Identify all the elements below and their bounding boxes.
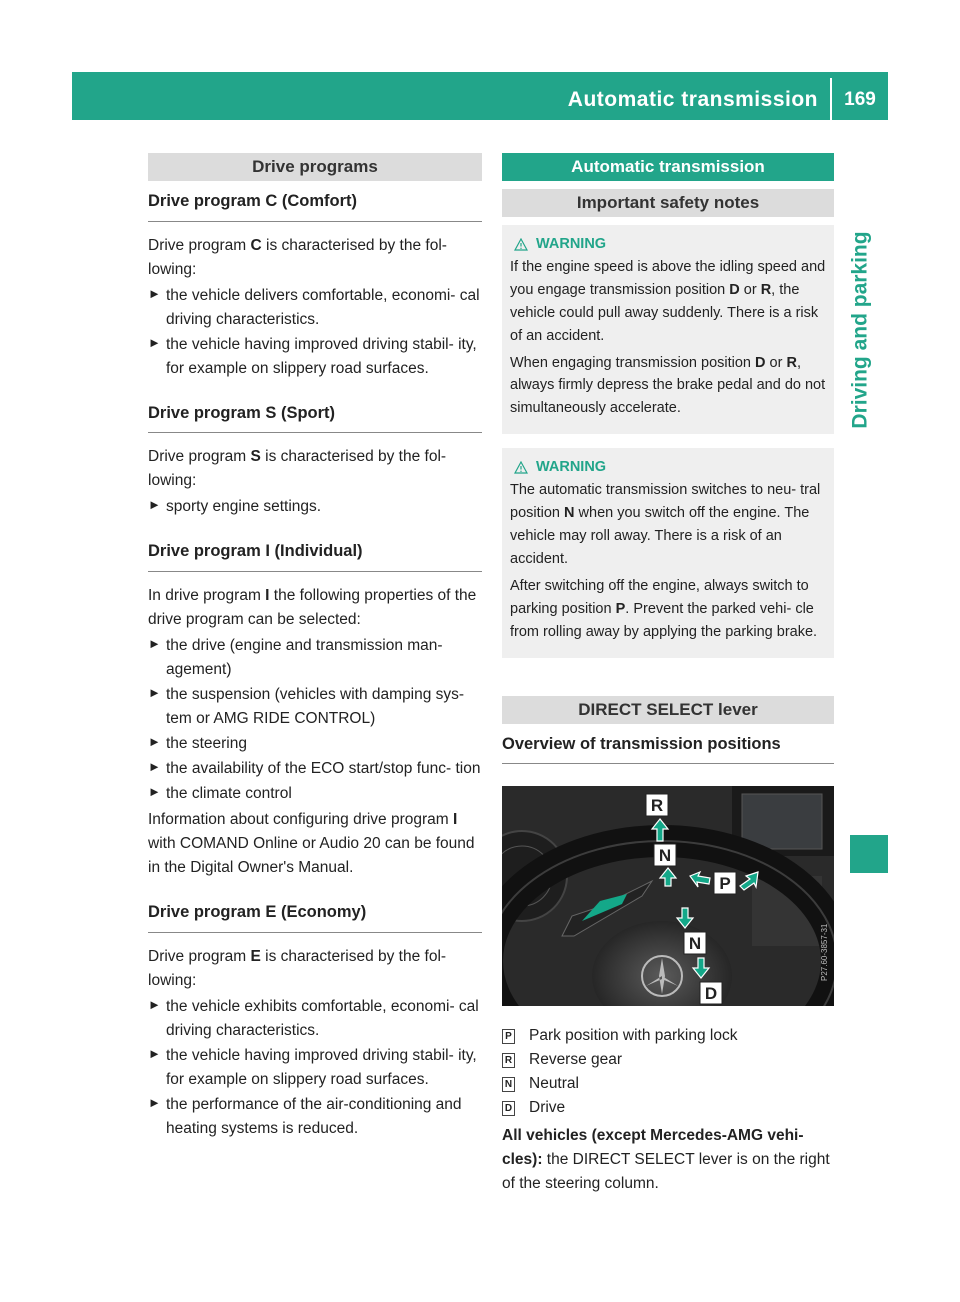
neutral-glyph-icon: N [502,1077,515,1092]
subsection-title-lever: DIRECT SELECT lever [502,696,834,724]
header-title: Automatic transmission [567,88,818,111]
section-title-drive-programs: Drive programs [148,153,482,181]
left-column [148,153,482,1143]
bullet-icon: ► [148,996,161,1012]
paragraph: All vehicles (except Mercedes-AMG vehi- cles): the DIRECT SELECT lever is on the right of the steering column. [502,1127,830,1193]
section-title-automatic-transmission: Automatic transmission [502,153,834,181]
warning-triangle-icon [514,461,528,474]
warning-text: When engaging transmission position D or R, always firmly depress the brake pedal and do not simultaneously accelerate. [510,354,826,417]
subsection-title-safety: Important safety notes [502,189,834,217]
warning-text: If the engine speed is above the idling speed and you engage transmission position D or R, the vehicle could pull away suddenly. There is a risk of an accident. [510,258,826,344]
svg-text:N: N [688,934,702,954]
paragraph: Drive program C is characterised by the fol- lowing: [148,236,447,278]
warning-box [502,448,834,657]
warning-text: The automatic transmission switches to neu- tral position N when you switch off the engine. The vehicle may roll away. There is a risk of an accident. [510,482,821,567]
position-marker-r [646,794,668,816]
bullet-icon: ► [148,1045,161,1061]
page-header [72,72,888,120]
list-item: ► the availability of the ECO start/stop func- tion [148,758,481,777]
paragraph: Information about configuring drive program I with COMAND Online or Audio 20 can be found in the Digital Owner's Manual. [148,810,475,876]
list-item: ► the steering [148,733,247,752]
bullet-list [148,995,482,1141]
bullet-icon: ► [148,783,161,799]
list-item: ► the drive (engine and transmission man- agement) [148,635,443,678]
side-marker [850,835,888,873]
bullet-icon: ► [148,497,161,513]
subheading-comfort: Drive program C (Comfort) [148,189,482,222]
list-item: ► sporty engine settings. [148,497,322,516]
side-tab-label: Driving and parking [848,231,872,429]
bullet-icon: ► [148,733,161,749]
legend-item: P Park position with parking lock [502,1024,834,1048]
right-column [502,153,834,1198]
subheading-sport: Drive program S (Sport) [148,401,482,434]
list-item: ► the performance of the air-conditioning and heating systems is reduced. [148,1094,462,1137]
list-item: ► the suspension (vehicles with damping sys- tem or AMG RIDE CONTROL) [148,684,465,727]
svg-text:R: R [650,796,664,816]
list-item: ► the vehicle delivers comfortable, economi- cal driving characteristics. [148,285,480,328]
bullet-list [148,495,482,519]
list-item: ► the vehicle exhibits comfortable, economi- cal driving characteristics. [148,996,479,1039]
warning-heading: WARNING [510,456,826,479]
legend-item: R Reverse gear [502,1048,834,1072]
paragraph: Drive program S is characterised by the fol- lowing: [148,448,447,490]
bullet-list [148,284,482,381]
svg-text:N: N [658,846,672,866]
bullet-icon: ► [148,635,161,651]
bullet-icon: ► [148,285,161,301]
position-marker-p [714,872,736,894]
position-marker-n-upper [654,844,676,866]
warning-text: After switching off the engine, always switch to parking position P. Prevent the parked vehi- cle from rolling away by applying the parking brake. [510,577,818,640]
subheading-economy: Drive program E (Economy) [148,900,482,933]
warning-heading: WARNING [510,233,826,256]
bullet-icon: ► [148,684,161,700]
steering-wheel-photo [502,786,834,1006]
paragraph: Drive program E is characterised by the fol- lowing: [148,947,447,989]
warning-triangle-icon [514,238,528,251]
reverse-glyph-icon: R [502,1053,515,1068]
bullet-icon: ► [148,1094,161,1110]
list-item: ► the climate control [148,783,292,802]
bullet-icon: ► [148,758,161,774]
paragraph: In drive program I the following properties of the drive program can be selected: [148,586,477,628]
subheading-overview: Overview of transmission positions [502,732,834,765]
side-tab [833,150,888,510]
page-number: 169 [844,89,876,110]
image-code: P27.60-3857-31 [820,923,829,982]
subheading-individual: Drive program I (Individual) [148,539,482,572]
park-glyph-icon: P [502,1029,515,1044]
drive-glyph-icon: D [502,1101,515,1116]
position-marker-d [700,982,722,1004]
position-marker-n-lower [684,932,706,954]
list-item: ► the vehicle having improved driving stabil- ity, for example on slippery road surfaces. [148,334,477,377]
bullet-list [148,634,482,806]
warning-box [502,225,834,434]
legend-list [502,1024,834,1120]
bullet-icon: ► [148,334,161,350]
list-item: ► the vehicle having improved driving stabil- ity, for example on slippery road surfaces. [148,1045,477,1088]
legend-item: D Drive [502,1096,834,1120]
legend-item: N Neutral [502,1072,834,1096]
svg-text:P: P [719,874,731,894]
svg-text:D: D [704,984,718,1004]
